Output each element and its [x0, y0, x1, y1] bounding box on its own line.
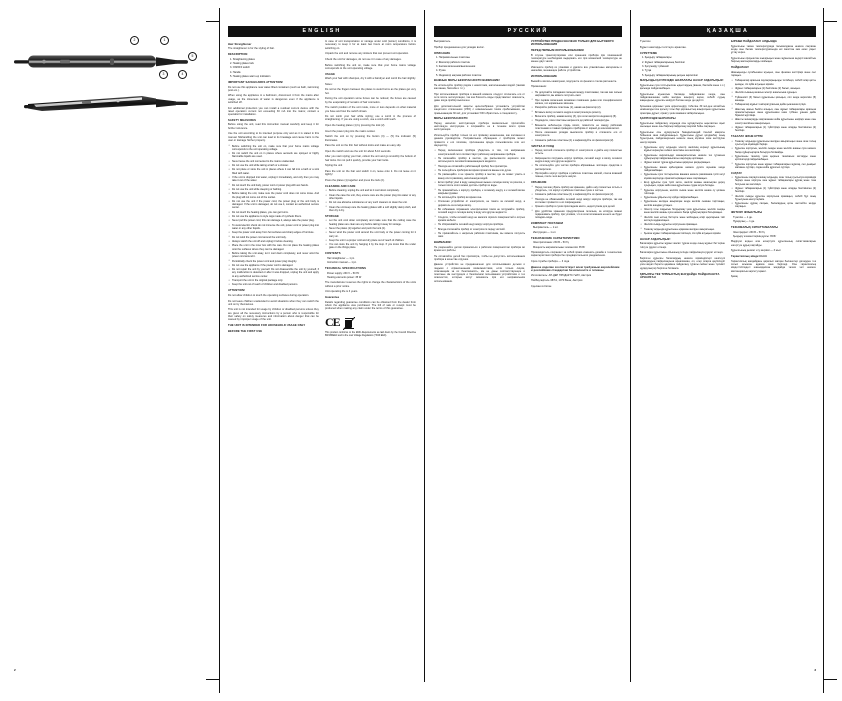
- section-heading: САҚТАУ: [731, 171, 743, 175]
- list-item: • To avoid electric shock do not immerse the unit, power cord or power plug into water or any other liquids.: [232, 224, 319, 231]
- list-item: • Электр тоғы соққысын болдырмау үшін құрылғыны, желілік сымды және желілік ашаны суға немесе басқа сұйықтықтарға батырмаңыз.: [644, 208, 725, 215]
- paragraph: Берілген құрылғы балалардың немесе мүмкіндіктері шектеулі адамдардың пайдалануына арналмаған, ол, егер оларға қауіпсіздігі үшін жауап беретін адаммен пайдалану туралы сәйкес және түсінікті нұсқаулықтар берілген болмаса.: [640, 256, 725, 270]
- paragraph: Switch the unit on by pressing the button (3) — (5) the indicator (5) illuminates.: [325, 135, 416, 142]
- list-item: • Құрылғыны сақтауға жинау алдында, оған толық суытылуға мүмкіндік беріңіз және корпусы мен жұмыс табақшалары құрғақ және таза болуына көз жеткізіңіз.: [735, 176, 816, 186]
- bullet-list: [325, 219, 416, 249]
- paragraph: Before using the unit, read this instruction manual carefully and keep it for further reference.: [228, 123, 319, 130]
- paragraph: Do not leave children unattended to avoid situations when they can switch the unit on by themselves.: [228, 299, 319, 306]
- list-item: 2. Heating plates lock: [230, 62, 254, 66]
- list-item: • Не прикасайтесь к корпусу прибора, к сетевому шнуру и к сетевой вилке мокрыми руками.: [438, 189, 525, 196]
- list-item: 2. Фиксатор рабочих пластин: [436, 60, 470, 64]
- numbered-list: [531, 241, 622, 249]
- paragraph: Балаларға құрылғы жұмыс жасап тұрған кезде оның жұмыс беттеріне тиісуге рұқсат етпеңіз.: [640, 242, 725, 249]
- list-item: • Keep the unit in a proper cold and dry place out of reach of children.: [329, 239, 416, 242]
- list-item: • Құрылғыны ванна қабылдаған немесе душта жуынған кезде пайдаланбаңыз.: [644, 166, 725, 173]
- straightener-open-view: [24, 92, 190, 114]
- paragraph: Производитель сохраняет за собой право изменять дизайн и технические характеристики прибора без предварительного уведомления.: [531, 251, 622, 258]
- bullet-list: [731, 79, 816, 132]
- paragraph: This unit is not intended for usage by children or disabled persons unless they are given all the necessary instructions by a person who is responsible for their safety on safety measures and information about danger that can be caused by improper usage of the unit.: [228, 308, 319, 322]
- section-heading: IMPORTANT SAFEGUARDS ATTENTION!: [228, 80, 284, 84]
- paragraph: Check the unit for damages, do not use it in case of any damages.: [325, 57, 402, 61]
- paragraph: При использовании прибора в ванной комнате следует отключать его от сети после эксплуатации, так как близость воды представляет опасность, даже когда прибор выключен.: [434, 92, 525, 103]
- list-item: • Раскройте рабочие пластины (1), нажав на фиксатор (2).: [535, 106, 622, 109]
- paragraph: Құрылғының қызмет ету мерзімі — 3 жыл: [731, 249, 781, 253]
- list-item: • Желілік сымды құрылғы корпусына орамаңыз.: [644, 223, 725, 226]
- list-item: 1. Straightening plates: [230, 57, 255, 61]
- list-item: • Құрылғы корпусын, желілік сымды және желілік ашаны суға немесе басқа сұйықтықтарға батыруға болмайды.: [735, 147, 816, 154]
- section-heading: ТАЗАЛАУ ЖӘНЕ КҮТІМ: [731, 135, 763, 139]
- list-item: • Do not repair the unit by yourself. Do not disassemble the unit by yourself, if any malfunction is detected or after it was dropped, unplug the unit and apply to any authorized service center.: [232, 268, 319, 278]
- paragraph: Қосымша қорғаныс үшін қоректендіру тізбегіне 30 мА-ден аспайтын номиналды іске қосылу тоғы бар қорғаныстық ажыратқыш құрылғыны орнатқан дұрыс; орнату үшін маманға хабарласыңыз.: [640, 105, 725, 115]
- crop-mark: [206, 21, 220, 22]
- paragraph: The straightener is for the styling of hair.: [228, 47, 275, 51]
- ce-mark: CE: [325, 314, 340, 329]
- callout-badge-5: 5: [188, 52, 197, 61]
- russian-body: [434, 40, 622, 288]
- list-item: Түзеткіш — 1 дн.: [733, 215, 753, 219]
- list-item: • Желілік сым ыстық беттерге және жиһаздың өткір қырларына тиіп кетпеуін қадағалаңыз.: [644, 216, 725, 223]
- list-item: 1. Қыздыру табақшалары: [642, 56, 672, 60]
- paragraph: Сделано в Китае: [531, 284, 552, 288]
- list-item: • Не используйте прибор во время сна.: [438, 196, 525, 199]
- list-item: • Қызған жұмыс табақшаларына тиіспеңіз, сіз күйік алуыңыз мүмкін.: [644, 232, 725, 235]
- list-item: • Следите, чтобы сетевой шнур не касался горячих поверхностей и острых кромок мебели.: [438, 216, 525, 223]
- fold-line: [630, 10, 631, 682]
- list-item: • Do not place or store the unit in places where it can fall into a bath or a sink filled with water.: [232, 168, 319, 175]
- list-item: • Подождите, пока пластины нагреются до рабочей температуры.: [535, 119, 622, 122]
- list-item: • Никогда не оставляйте работающий прибор без присмотра.: [438, 165, 525, 168]
- numbered-list: [325, 257, 416, 265]
- paragraph: Before switching the unit on, make sure that your home mains voltage corresponds to the unit operating voltage.: [325, 63, 416, 70]
- page-number-right: 3: [814, 668, 816, 672]
- list-item: • If the unit is dropped into water, unplug it immediately, and only then you may take it out of the water.: [232, 176, 319, 183]
- fold-line: [823, 10, 824, 682]
- bullet-list: [531, 186, 622, 220]
- numbered-list: [228, 58, 319, 79]
- list-item: • Возьмите небольшую прядь волос, поместите ее между рабочими пластинами и плавно проведите прибором от корней до кончиков волос.: [535, 124, 622, 131]
- paragraph: Do not comb your hair while styling; use a comb in the process of straightening. If you are using a comb, use a comb with teeth.: [325, 115, 416, 122]
- list-item: • Do not touch the heating plates, you can get burns.: [232, 211, 319, 214]
- paragraph: Pass the unit on the thin hair without locks and make an easy slip.: [325, 144, 402, 148]
- certification-note: This product conforms to the EMC-Requirements as laid down by the Council Directive 89/336/EEC and to the Low Voltage Regulation (73/23 EEC).: [325, 331, 416, 337]
- list-item: • Перед включением прибора убедитесь в том, что напряжение электрической сети соответствует рабочему напряжению прибора.: [438, 149, 525, 156]
- list-item: • Keep the power cord away from hot surfaces and sharp edges of furniture.: [232, 231, 319, 234]
- list-item: • Do not touch the unit body, power cord or power plug with wet hands.: [232, 184, 319, 187]
- paragraph: В случае транспортировки или хранения прибора при пониженной температуре необходимо выдержать его при комнатной температуре не менее двух часов.: [531, 53, 622, 64]
- section-heading: Hair Straightener: [228, 42, 252, 46]
- paragraph: During the unit operation some fumes can be noticed; the fumes are caused by the evaporating of remains of hair cosmetics.: [325, 97, 416, 104]
- english-body: [228, 40, 416, 337]
- paragraph: Перед началом эксплуатации прибора внимательно прочитайте настоящую инструкцию и сохраняйте ее в течение всего срока эксплуатации.: [434, 121, 525, 132]
- section-heading: ЧИСТКА И УХОД: [531, 144, 555, 148]
- section-heading: Гарантиялық мiндеттiлiгi: [731, 255, 767, 259]
- list-item: • Before taking the unit away, let it cool down completely, and never wind the power cord around it.: [232, 252, 319, 259]
- list-item: • Never leave the unit connected to the mains unattended.: [232, 160, 319, 163]
- list-item: • Сомкните рабочие пластины (1) и зафиксируйте их фиксатором (2).: [535, 139, 622, 142]
- paragraph: Вымойте волосы шампунем, подсушите их феном и слегка расчешите.: [531, 79, 618, 83]
- paragraph: Для дополнительной защиты целесообразно установить устройство защитного отключения (УЗО) с номинальным током срабатывания, не превышающим 30 мА; для установки УЗО обратитесь к специалисту.: [434, 105, 525, 115]
- list-item: • Не размещайте и не храните прибор в местах, где он может упасть в ванну или в раковину, наполненную водой.: [438, 173, 525, 180]
- paragraph: Құрылғыны төмен температурада тасымалдаған немесе сақтаған кезде оны бөлме температурасында екі сағаттан кем емес уақыт ұстау керек.: [731, 44, 816, 55]
- list-item: • Если прибор упал в воду, немедленно выньте сетевую вилку из розетки, и только после этого можно достать прибор из воды.: [438, 181, 525, 188]
- section-heading: ХРАНЕНИЕ: [531, 181, 547, 185]
- bullet-list: [228, 145, 319, 287]
- numbered-list: [640, 56, 725, 77]
- list-item: Электрқорегі: 230 В ~ 50 Гц: [733, 230, 765, 234]
- paragraph: Не оставляйте детей без присмотра, чтобы не допустить использования прибора в качестве игрушки.: [434, 254, 525, 261]
- list-item: • Не прикасайтесь к нагретым рабочим пластинам, вы можете получить ожог.: [438, 232, 525, 239]
- section-heading: Guarantee: [325, 296, 340, 300]
- numbered-list: [434, 56, 525, 77]
- list-item: 5. Қыздыру табақшаларының қызуын көрсеткіші: [642, 73, 698, 77]
- list-item: • Жұмыс табақшаларын (1) түйістіріңіз және оларды бекіткішпен (2) бекітіңіз.: [735, 187, 816, 194]
- section-heading: STORAGE: [325, 214, 339, 218]
- list-item: • Табақшалар арасына саусақтарыңызды тигізбеңіз, себебі олар қатты қызады, сіз күйік алуыңыз мүмкін.: [735, 79, 816, 86]
- list-item: • Keep the unit out of reach of children and disabled persons.: [232, 283, 319, 286]
- paragraph: Құрылғыны орауыштан шығарыңыз және жұмысына кедергі жасайтын барлық жапсырмаларды жойыңыз.: [731, 56, 816, 64]
- list-item: • Жұмыс табақшаларын (1) бекіткішке (2) басып, ашыңыз.: [735, 87, 816, 90]
- section-heading: КОМПЛЕКТ ПОСТАВКИ: [531, 221, 564, 225]
- list-item: • Құрылғы корпусын және жұмыс табақшаларын жұмсақ, сәл дымқыл матамен сүртіңіз, содан кейін құрғатып сүртіңіз.: [735, 163, 816, 170]
- fold-line: [424, 10, 425, 682]
- callout-badge-2: 2: [130, 36, 139, 45]
- section-heading: ПЕРЕД ПЕРВЫМ ИСПОЛЬЗОВАНИЕМ: [531, 49, 584, 53]
- paragraph: Do not let the fingers between the plates to avoid burns as the plates get very hot.: [325, 88, 416, 95]
- list-item: • Тазалау алдында құрылғыны желіден ажыратыңыз және оған толық суытылуға мүмкіндік беріңіз.: [735, 140, 816, 147]
- section-heading: ТЕХНИКАЛЫҚ СИПАТТАМАЛАРЫ: [731, 226, 779, 230]
- column-russian: [434, 26, 622, 676]
- language-heading-russian: РУССКИЙ: [434, 26, 622, 37]
- paragraph: Open the switch and use the unit for about 5-10 seconds.: [325, 149, 392, 153]
- list-item: 4. Ручка: [436, 69, 446, 73]
- paragraph: Styling the unit: [325, 164, 343, 168]
- paragraph: Pass the unit on the hair and switch it on, leave onto it. Do not leave on it tightly!: [325, 170, 416, 177]
- list-item: • Табақшалар жұмыс температурасына дейін қызғанша күтіңіз.: [735, 103, 816, 106]
- list-item: • Құрылғыны тазалау үшін қырғыш тазалағыш заттарды және еріткіштерді пайдаланбаңыз.: [735, 155, 816, 162]
- list-item: Power supply: 230 V ~ 50 Hz: [327, 271, 360, 275]
- list-item: • Before taking the unit, make sure the power cord does not come loose. And the plug will not come out of the socket.: [232, 192, 319, 199]
- section-heading: ВНИМАНИЕ!: [434, 241, 452, 245]
- list-item: • Перед чисткой отключите прибор от электросети и дайте ему полностью остыть.: [535, 149, 622, 156]
- bullet-list: [731, 140, 816, 169]
- list-item: 2. Жұмыс табақшаларының бекіткіші: [642, 60, 685, 64]
- paragraph: Қазақ: [731, 275, 738, 279]
- section-heading: ЖЕТКІЗУ ЖИЫНТЫҒЫ: [731, 211, 763, 215]
- list-item: • Құрылғыны желіден ажыратқан кезде желілік сымнан тартпаңыз, желілік ашадан ұстаңыз.: [644, 200, 725, 207]
- paragraph: Түзеткіш: [640, 40, 651, 44]
- list-item: • Құрылғыны қосу алдында электр желісінің кернеуі құрылғының жұмыс кернеуіне сәйкес келетініне көз жеткізіңіз.: [644, 146, 725, 153]
- list-item: Выпрямитель — 1 шт.: [533, 226, 559, 230]
- product-illustration: [14, 30, 196, 142]
- paragraph: Құрылғыны осы нұсқаулықта баяндалғандай тікелей мақсаты бойынша ғана пайдаланыңыз. Құрылғыны дұрыс қолданбау оның бұзылуына, пайдаланушыға немесе оның мүлкіне зиян келтіруіне әкелуі мүмкін.: [640, 130, 725, 144]
- list-item: • Не допускайте попадания пальцев между пластинами, так как они сильно нагреваются, вы можете получить ожог.: [535, 91, 622, 98]
- list-item: Инструкция — 1 шт.: [533, 230, 557, 234]
- list-item: • Құрылғыны құрғақ салқын, балалардың қолы жетпейтін жерде сақтаңыз.: [735, 202, 816, 209]
- bullet-list: [531, 149, 622, 178]
- paragraph: Use the unit according to its intented purpose only and as it is stated in this manual. Mishandling the unit can lead to its breakage and cause harm to the user or damage his/her property.: [228, 132, 319, 142]
- list-item: • Do not wind the power cord around the unit body.: [232, 236, 319, 239]
- column-kazakh: [640, 26, 816, 676]
- list-item: • Не используйте для чистки прибора абразивные чистящие средства и растворители.: [535, 164, 622, 171]
- list-item: • You can store the unit by hanging it by the loop. If you know that the under gate on the things place.: [329, 243, 416, 250]
- section-heading: СУРЕТТЕМЕ: [640, 51, 658, 55]
- list-item: • Do not use the appliance to style wigs made of synthetic fibers.: [232, 215, 319, 218]
- list-item: 5. Индикатор нагрева рабочих пластин: [436, 73, 482, 77]
- list-item: • Do not switch the unit on in places where aerosols are sprayed or highly flammable liquids are used.: [232, 152, 319, 159]
- section-heading: ИСПОЛЬЗОВАНИЕ: [531, 75, 558, 79]
- section-heading: DESCRIPTION: [228, 53, 248, 57]
- list-item: Қыздыру элементтерінің қуаты: 35 Вт: [733, 235, 777, 239]
- paragraph: Do not allow children to touch the operating surfaces during operation.: [228, 293, 310, 297]
- bullet-list: [434, 149, 525, 238]
- list-item: • Құрылғыны аэрозольдер шашыратылатын немесе тез тұтанғыш сұйықтықтар пайдаланылатын жерлерде қоспаңыз.: [644, 154, 725, 161]
- illustration-panel: [14, 26, 210, 676]
- bullet-list: [325, 189, 416, 212]
- paragraph: Извлеките прибор из упаковки и удалите все упаковочные материалы и наклейки, мешающие работе устройства.: [531, 66, 622, 73]
- paragraph: In case of unit transportation or storage under cold (winter) conditions, it is necessary to keep it for at least two hours at room temperature before switching on.: [325, 40, 416, 50]
- callout-badge-1: 1: [160, 36, 169, 45]
- paragraph: When using the appliance in a bathroom, disconnect it from the mains after usage, as the closeness of water is dangerous even if the appliance is switched off.: [228, 94, 319, 104]
- section-heading: ҚҰРЫЛҒЫ ТЕК ТҰРМЫСТЫҚ ЖАҒДАЙДА ПАЙДАЛАНУҒА АРНАЛҒАН: [640, 272, 720, 279]
- bullet-list: [531, 91, 622, 142]
- list-item: • Құрылғыны суға толтырылған ваннаға немесе раковинаға түсіп кетуі мүмкін жерлерде орналастырмаңыз және сақтамаңыз.: [644, 173, 725, 180]
- list-item: • Place the unit in the inner box with the care. Do not place the heating plates onto the surfaces where they can be damaged.: [232, 244, 319, 251]
- list-item: Электропитание: 230 В ~ 50 Гц: [533, 241, 570, 245]
- list-item: • Тазалау алдында құрылғыны әрқашан желіден ажыратыңыз.: [644, 228, 725, 231]
- paragraph: Прибор предназначен для укладки волос.: [434, 45, 485, 49]
- list-item: • Let the unit cool down completely and make sure that the cutting case the heating plates are clean are any before taking it away for storage.: [329, 219, 416, 226]
- section-heading: TECHNICAL SPECIFICATIONS: [325, 267, 366, 271]
- language-heading-english: ENGLISH: [228, 26, 416, 37]
- section-heading: МАҢЫЗДЫ ҚАУІПСІЗДІК ШАРАЛАРЫ НАЗАР АУДАРЫҢЫЗ!: [640, 79, 724, 83]
- list-item: • Во избежание поражения электрическим током не погружайте прибор, сетевой шнур и сетевую вилку в воду или другие жидкости.: [438, 208, 525, 215]
- list-item: • Всегда отключайте прибор от электросети перед чисткой.: [438, 228, 525, 231]
- fold-line: [219, 10, 220, 682]
- paragraph: Өндіруші алдын ала ескертусіз құрылғының сипаттамаларын өзгертуге құқық сақтайды.: [731, 240, 816, 247]
- callout-badge-3: 3: [159, 70, 168, 79]
- list-item: • Вставьте вилку сетевого шнура в электрическую розетку.: [535, 111, 622, 114]
- list-item: 4. Handle: [230, 70, 241, 74]
- section-heading: МЕРЫ БЕЗОПАСНОСТИ: [434, 117, 468, 121]
- list-item: • Do not use abrasive substances or any such cleaners to clean the unit.: [329, 201, 416, 204]
- section-heading: ПАЙДАЛАНУ: [731, 65, 750, 69]
- crop-mark: [823, 21, 837, 22]
- language-heading-kazakh: ҚАЗАҚША: [640, 26, 816, 37]
- paragraph: Не используйте прибор рядом с емкостями, наполненными водой (такими как ванна, бассейн и т.п.).: [434, 83, 525, 91]
- list-item: • Do not use the unit while taking a bath or a shower.: [232, 164, 319, 167]
- list-item: • Do not use the unit while sleeping or bathing.: [232, 188, 319, 191]
- paragraph: The manufacturer reserves the rights to change the characteristics of the units without a prior notice.: [325, 281, 416, 288]
- list-item: • Clean the case the unit, they ensure care are the power plug into water or any other liquids.: [329, 194, 416, 201]
- section-heading: УСТРОЙСТВО ПРЕДНАЗНАЧЕНО ТОЛЬКО ДЛЯ БЫТОВОГО ИСПОЛЬЗОВАНИЯ: [531, 40, 614, 47]
- list-item: 3. Қосу/өшіру түймешігі: [642, 64, 670, 68]
- paragraph: Press the plates (1) together and press the lock (2).: [325, 178, 385, 182]
- list-item: • Құрылғы корпусына, желілік сымға және желілік ашаға су қолмен тиіспеңіз.: [644, 189, 725, 196]
- section-heading: Данное изделие соответствует всем требуемым европейским и российским стандартам безопасности и гигиены.: [531, 265, 620, 273]
- bullet-list: [640, 146, 725, 235]
- list-item: • Сомкните рабочие пластины (1) и зафиксируйте их фиксатором (2).: [535, 193, 622, 196]
- crop-mark: [206, 679, 220, 680]
- list-item: Hair straightener — 1 pc.: [327, 256, 355, 260]
- paragraph: Выпрямитель: [434, 40, 451, 44]
- list-item: • Шашты жинақтауды аяқтағаннан кейін құрылғыны өшіріңіз және оны электр желісінен ажыратыңыз.: [735, 118, 816, 125]
- section-heading: USAGE: [325, 72, 336, 76]
- list-item: • Желілік сымның ашасын электр ашалығына сұғыңыз.: [735, 91, 816, 94]
- list-item: • Жұмыс табақшаларын (1) түйістіріңіз және оларды бекіткішпен (2) бекітіңіз.: [735, 126, 816, 133]
- list-item: • Before cleaning, unplug the unit and let it cool down completely.: [329, 189, 416, 192]
- column-english: [228, 26, 416, 676]
- section-heading: CONTENTS: [325, 252, 341, 256]
- paragraph: Нойбаугюртель 38/7А, 1070 Вена, Австрия: [531, 279, 583, 283]
- list-item: • Before switching the unit on, make sure that your home mains voltage corresponds to the unit operating voltage.: [232, 145, 319, 152]
- list-item: • При первом включении возможно появление дыма или специфического запаха, это нормальное явление.: [535, 99, 622, 106]
- crop-mark: [823, 679, 837, 680]
- list-item: • Clean the unit keep care the heating plates with a soft slightly damp cloth, and then dry it dry.: [329, 206, 416, 213]
- list-item: • Do not use the appliance if the power cord is damaged.: [232, 264, 319, 267]
- paragraph: Insert the power plug into the mains socket.: [325, 129, 376, 133]
- list-item: Нұсқаулық — 1 дн.: [733, 220, 755, 224]
- numbered-list: [325, 272, 416, 280]
- list-item: • После окончания укладки выключите прибор и отключите его от электросети.: [535, 131, 622, 138]
- list-item: • Не оборачивайте сетевой шнур вокруг корпуса прибора.: [438, 223, 525, 226]
- list-item: • Шаштың шағын бөлігін алыңыз, оны жұмыс табақшалары арасына орналастырыңыз және құрылғымен шаш түбінен ұшына дейін біркелкі жүргізіңіз.: [735, 108, 816, 118]
- paragraph: Details regarding guarantee conditions can be obtained from the dealer from whom the appliance was purchased. The bill of sale or receipt must be produced when making any claim under the terms of this guarantee.: [325, 300, 416, 311]
- paragraph: Unit operating life is 3 years.: [325, 290, 359, 294]
- section-heading: ҚАУІПСІЗДІК ШАРАЛАРЫ: [640, 117, 676, 121]
- paragraph: For additional protection you can install a residual current device with the rated operation current not exceeding 30 mA into the mains; contact a specialist for installation.: [228, 106, 319, 117]
- section-heading: ATTENTION!: [228, 289, 246, 293]
- list-item: • Никогда не обматывайте сетевой шнур вокруг корпуса прибора, так как это может привести к его повреждению.: [535, 198, 622, 205]
- bullet-list: [731, 176, 816, 209]
- paragraph: Құрылғыны пайдалану алдында осы нұсқаулықты ықыласпен оқып шығыңыз және оны барлық пайдалану мерзімі бойы сақтаңыз.: [640, 121, 725, 129]
- numbered-list: [531, 226, 622, 234]
- paragraph: Құрылғыны жуынатын бөлмеде пайдаланған кезде, оны пайдаланғаннан кейін желіден ажырату керек, себебі судың жақындығы, құрылғы өшірулі болған кезде де қауіпті.: [640, 92, 725, 103]
- numbered-list: [731, 231, 816, 239]
- list-item: • Желілік сымды құрылғы корпусына орамаңыз, себебі бұл оның бұзылуына әкелуі мүмкін.: [735, 195, 816, 202]
- callout-badge-4: 4: [178, 70, 187, 79]
- paragraph: Не разрешайте детям прикасаться к рабочим поверхностям прибора во время его работы.: [434, 245, 525, 252]
- list-item: • Отключая устройство от электросети, не тяните за сетевой шнур, а держитесь за сетевую вилку.: [438, 200, 525, 207]
- paragraph: Шашыңызды сусабынмен жуыңыз, оны фенмен кептіріңіз және сәл тараңыз.: [731, 70, 816, 77]
- paragraph: Гарантиялық жағдайдағы қаралып жатқан бөлшектер дилерден тек сатып алынған адамға ғана берiледi. Осы гарантиялық мiндеттiлiгiндегi шағымдалған жағдайда төлем чегi немесе квитанциясын көрсетуi қажет.: [731, 259, 816, 273]
- list-item: 4. Тұтқа: [642, 69, 652, 73]
- list-item: • Не пользуйтесь прибором во время принятия ванны или душа.: [438, 169, 525, 172]
- paragraph: Используйте прибор только по его прямому назначению, как изложено в данном руководстве. Неправильное обращение с прибором может привести к его поломке, причинению вреда пользователю или его имуществу.: [434, 134, 525, 147]
- list-item: 3. Кнопка включения/выключения: [436, 64, 476, 68]
- list-item: • Transport the unit in the original package only.: [232, 279, 319, 282]
- list-item: • Егер құрылғы суға түсіп кетсе, желілік ашаны ашалықтан дереу суырыңыз, содан кейін ғана құрылғыны судан алуға болады.: [644, 181, 725, 188]
- paragraph: Құрылғыны суға толтырылған ыдыстардың (ванна, бассейн және с.с.) қасында пайдаланбаңыз.: [640, 83, 725, 91]
- list-item: • Включите прибор, нажав кнопку (3), при этом загорится индикатор (5).: [535, 115, 622, 118]
- list-item: • Протирайте корпус прибора и рабочие пластины мягкой, слегка влажной тканью, после чего вытрите насухо.: [535, 172, 622, 179]
- list-item: • Never wind the power cord around the unit body or the power coming for it carry on.: [329, 231, 416, 238]
- list-item: • Храните прибор в сухом прохладном месте, недоступном для детей.: [535, 205, 622, 208]
- list-item: • Never the plates (1) together and push the lock (2).: [329, 227, 416, 230]
- list-item: • Перед тем как убрать прибор на хранение, дайте ему полностью остыть и убедитесь, что корпус и рабочие пластины сухие и чистые.: [535, 186, 622, 193]
- list-item: Heating elements power: 35 W: [327, 276, 362, 279]
- list-item: • Запрещается погружать корпус прибора, сетевой шнур и вилку сетевого шнура в воду или другие жидкости.: [535, 157, 622, 164]
- kazakh-body: [640, 40, 816, 281]
- list-item: • Құрылғыны ұйқылы-ояу күйде пайдаланбаңыз.: [644, 196, 725, 199]
- list-item: • Түймешікті (3) басып құрылғыны қосыңыз, сол кезде көрсеткіш (5) жанады.: [735, 96, 816, 103]
- page-number-left: 2: [14, 668, 16, 672]
- list-item: • Do not use the unit if the power cord, the power plug or the unit body is damaged. If the unit is damaged, do not use it, contact an authorized service center.: [232, 200, 319, 210]
- list-item: • Жұмыс жасап тұрған құрылғыны қараусыз қалдырмаңыз.: [644, 161, 725, 164]
- list-item: • Never pull the power cord, this can damage it, always take the power plug.: [232, 219, 319, 222]
- paragraph: After you start styling your hair, collect the unit and go smoothly the bottom of hair locks. Do not pull it quickly, provide your hair locks.: [325, 155, 416, 162]
- paragraph: Do not use this appliance near water-filled containers (such as bath, swimming pool etc.).: [228, 85, 319, 92]
- paragraph: Примечания:: [531, 85, 547, 89]
- section-heading: ОПИСАНИЕ: [434, 51, 451, 55]
- section-heading: ВАЖНЫЕ МЕРЫ БЕЗОПАСНОСТИ ВНИМАНИЕ!: [434, 79, 500, 83]
- list-item: Instruction manual — 1 pc.: [327, 261, 357, 265]
- section-heading: SAFETY MEASURES: [228, 118, 257, 122]
- section-heading: THE UNIT IS INTENDED FOR HOUSEHOLD USAGE ONLY: [228, 323, 306, 327]
- paragraph: Notes:: [325, 82, 333, 86]
- list-item: • Не включайте прибор в местах, где распыляются аэрозоли или используются легковоспламеняющиеся жидкости.: [438, 157, 525, 164]
- list-item: • Для удобства хранения предусмотрена петелька, за которую можно подвешивать прибор, при условии, что в этом положении на него не будет попадать вода.: [535, 210, 622, 220]
- section-heading: БІРІНШІ ПАЙДАЛАНУ АЛДЫНДА: [731, 40, 777, 44]
- section-heading: BEFORE THE FIRST USE: [228, 329, 263, 333]
- paragraph: Wash your hair with shampoo, dry it with a hairdryer and comb the hair slightly.: [325, 77, 416, 81]
- list-item: 5. Heating plates warm-up indication: [230, 75, 271, 79]
- paragraph: Open the heating plates (1) by pressing the lock (2).: [325, 124, 386, 128]
- section-heading: CLEANING AND CARE: [325, 184, 356, 188]
- list-item: • Periodically check the power cord and power plug integrity.: [232, 260, 319, 263]
- section-heading: ТЕХНИЧЕСКИЕ ХАРАКТЕРИСТИКИ: [531, 236, 580, 240]
- list-item: Мощность нагревательных элементов: 35 Вт: [533, 245, 586, 249]
- straightener-side-view: [14, 52, 190, 72]
- crossed-out-bin-icon: [344, 317, 354, 330]
- certification-row: [325, 315, 416, 330]
- list-item: 1. Нагревательные пластины: [436, 56, 470, 60]
- paragraph: Срок службы прибора — 3 года: [531, 259, 570, 263]
- numbered-list: [731, 216, 816, 224]
- list-item: • Always switch the unit off and unplug it before cleaning.: [232, 240, 319, 243]
- paragraph: Unpack the unit and remove any stickers that can prevent unit operation.: [325, 52, 409, 56]
- section-heading: НАЗАР АУДАРЫҢЫЗ!: [640, 237, 671, 241]
- paragraph: Данное устройство не предназначено для использования детьми и людьми с ограниченными возможностями, если только лицом, отвечающим за их безопасность, им не даны соответствующие и понятные им инструкции о безопасном пользовании устройством и тех опасностях, которые могут возникать при его неправильном использовании.: [434, 263, 525, 283]
- paragraph: The switch position of the unit mode, more or less depends on what material you have and how the switch shows.: [325, 106, 416, 113]
- paragraph: Изготовитель: АН-ДЕР ПРОДАКТС ГмбХ, Австрия: [531, 273, 592, 277]
- paragraph: Балаларға құрылғыны ойыншық ретінде пайдалануға рұқсат етпеңіз.: [640, 251, 724, 255]
- paragraph: Бұрыл шаштарды тегістеуге арналған.: [640, 45, 687, 49]
- list-item: 3. ON/OFF switch: [230, 66, 250, 70]
